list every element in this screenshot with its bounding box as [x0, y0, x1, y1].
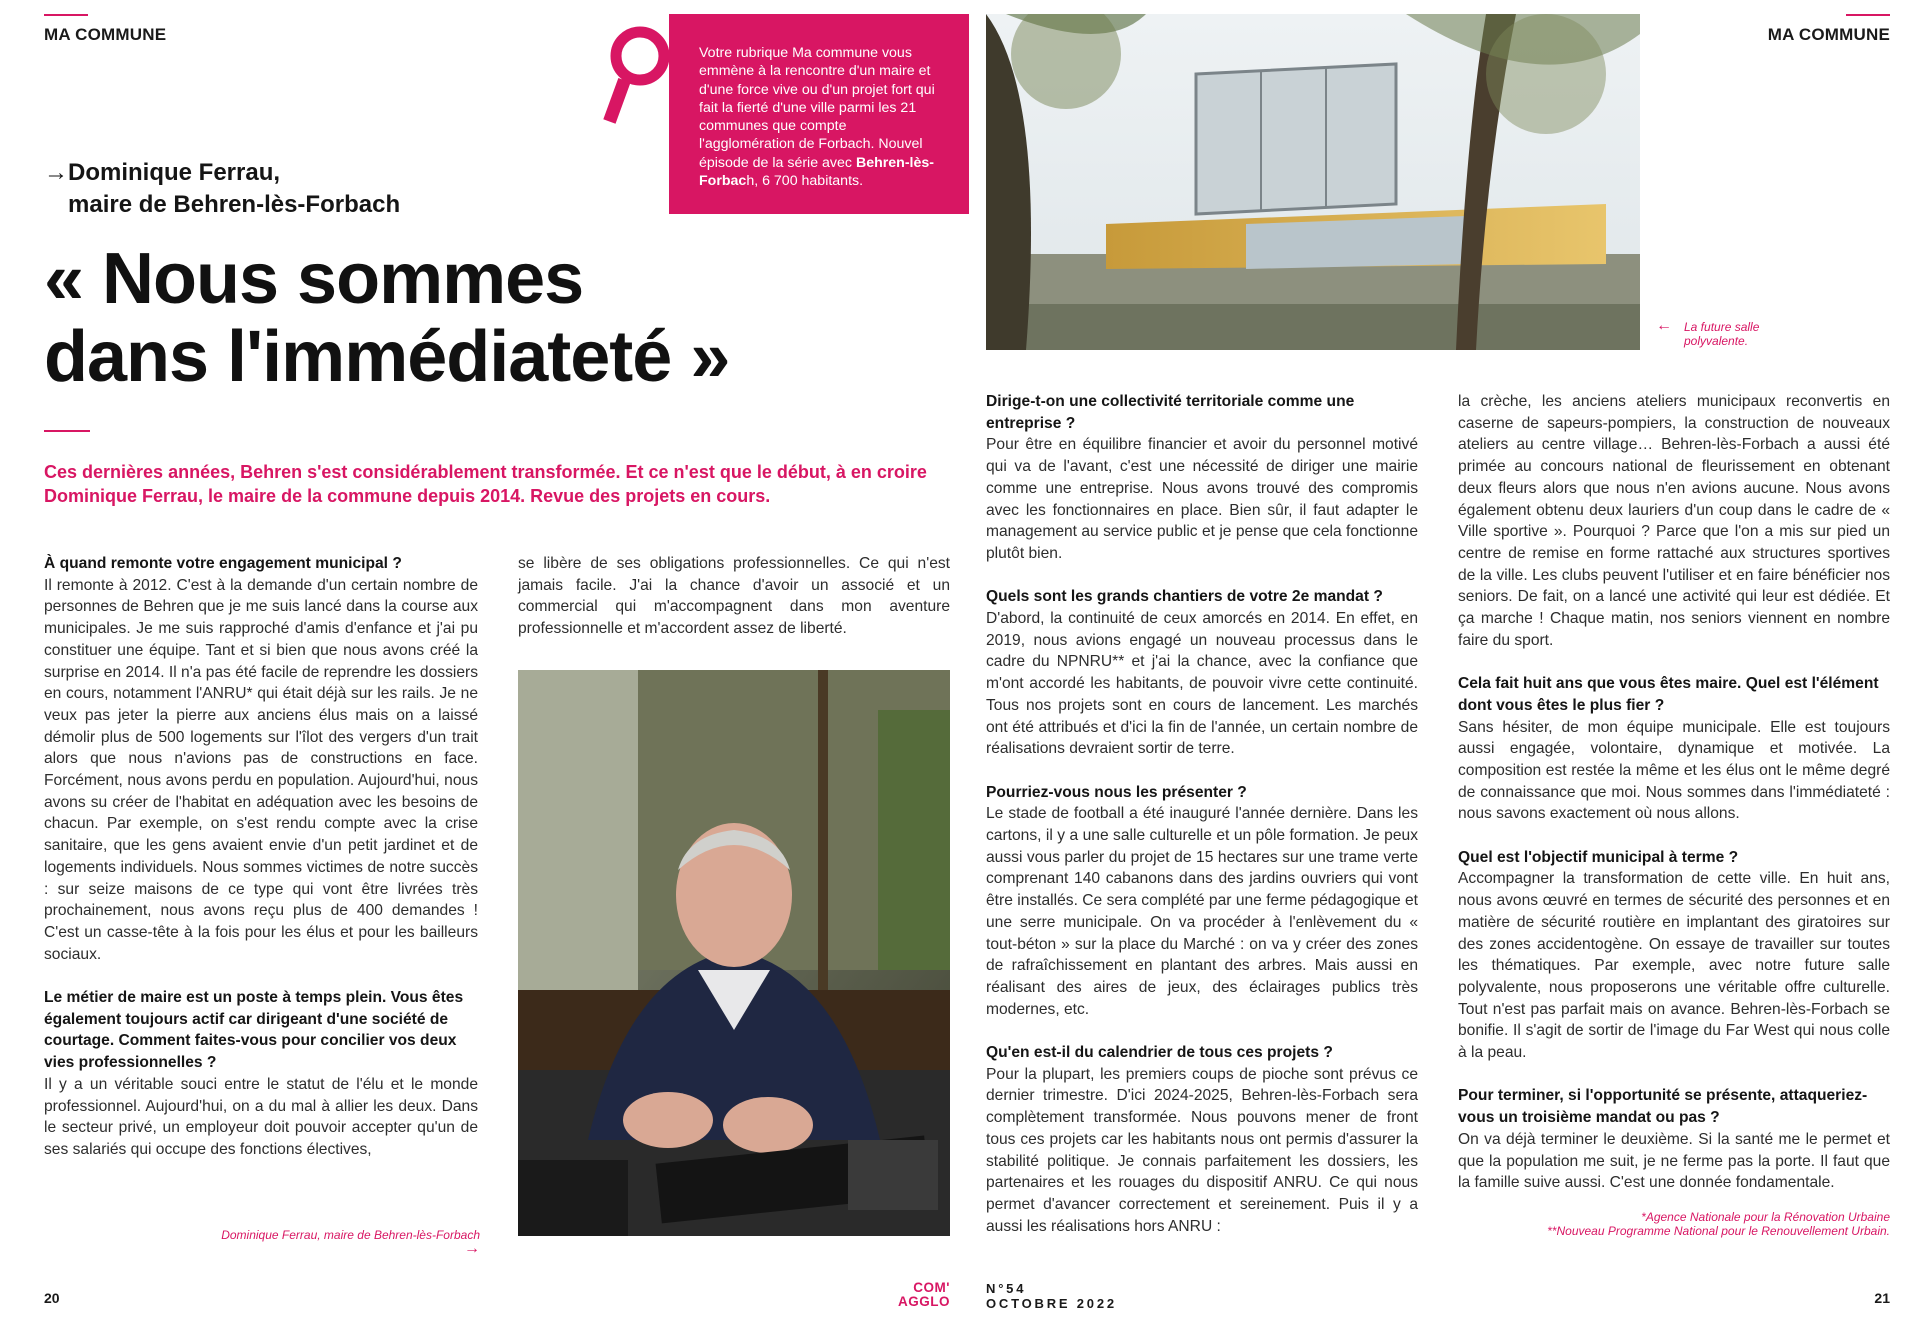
mayor-photo-caption [200, 1228, 480, 1256]
qa-block [986, 586, 1418, 760]
qa-block [1458, 847, 1890, 1064]
rubric-left: MA COMMUNE [44, 25, 167, 44]
column-2 [518, 553, 950, 662]
logo-line-1: COM' [913, 1280, 950, 1295]
answer: D'abord, la continuité de ceux amorcés en 2014. En effet, en 2019, nous avions engagé un nouveau processus dans le cadre du NPNRU** et j'ai la chance, avec la confiance que m'ont accordé les habitants, de pouvoir vivre cette continuité. Tous nos projets sont en cours de lancement. Les marchés ont été attribués et d'ici la fin de l'année, un certain nombre de réalisations devraient sortir de terre. [986, 610, 1418, 758]
answer-continued: se libère de ses obligations professionnelles. Ce qui n'est jamais facile. J'ai la chance d'avoir un associé et un commercial qui m'accompagnent dans mon aventure professionnelle et m'accordent assez de liberté. [518, 555, 950, 638]
headline-line-2: dans l'immédiateté » [44, 317, 730, 397]
building-photo-caption [1656, 317, 1760, 348]
answer: On va déjà terminer le deuxième. Si la santé me le permet et que la population me suit, je ne ferme pas la porte. Il faut que la famille suive aussi. C'est une donnée fondamentale. [1458, 1130, 1890, 1192]
qa-block [44, 553, 478, 965]
answer: Accompagner la transformation de cette ville. En huit ans, nous avons œuvré en termes de sécurité des personnes et en matière de sécurité routière en implantant des giratoires sur des zones accidentogène. On essaye de travailler sur toutes les thématiques. Par exemple, avec notre future salle polyvalente, nous proposerons une véritable offre culturelle. Tout n'est pas parfait mais on avance. Behren-lès-Forbach se bonifie. Il s'agit de sortir de l'image du Far West qui nous colle à la peau. [1458, 870, 1890, 1062]
qa-block [1458, 1085, 1890, 1194]
column-1 [44, 553, 478, 1182]
subtitle-line-1: Dominique Ferrau, [68, 159, 281, 186]
question: À quand remonte votre engagement municipal ? [44, 555, 402, 572]
mayor-photo [518, 670, 950, 1236]
rubric-rule-left [44, 14, 88, 16]
intro-text: Votre rubrique Ma commune vous emmène à la rencontre d'un maire et d'une force vive ou d'un projet fort qui fait la fierté d'une ville parmi les 21 communes que compte l'agglomération de Forbach. Nouvel épisode de la série avec [699, 45, 935, 171]
column-4 [1458, 391, 1890, 1216]
answer: la crèche, les anciens ateliers municipaux reconvertis en caserne de sapeurs-pompiers, la construction de nouveaux ateliers au centre village… Behren-lès-Forbach a aussi été primée au concours national de fleurissement en obtenant deux fleurs alors que nous n'en avions aucune. Nous avons également obtenu deux lauriers d'un coup dans le cadre de « Ville sportive ». Pourquoi ? Parce que l'on a mis sur pied un centre de remise en forme rattaché aux structures sportives de la ville. Les clubs peuvent l'utiliser et en faire bénéficier nos seniors. De fait, on a lancé une activité qui leur est dédiée. Et ça marche ! Chaque matin, nos seniors viennent en nombre faire du sport. [1458, 393, 1890, 649]
intro-town: Behren-lès-Forbac [699, 154, 935, 190]
footnote-npnru: **Nouveau Programme National pour le Renouvellement Urbain. [1547, 1224, 1890, 1238]
question: Dirige-t-on une collectivité territoriale comme une entreprise ? [986, 393, 1355, 432]
intro-box [669, 14, 969, 214]
footnotes [1458, 1210, 1890, 1238]
footnote-anru: *Agence Nationale pour la Rénovation Urbaine [1641, 1210, 1890, 1224]
question: Pour terminer, si l'opportunité se présente, attaqueriez-vous un troisième mandat ou pas ? [1458, 1087, 1868, 1127]
caption-line-2: polyvalente. [1684, 334, 1749, 348]
answer: Il y a un véritable souci entre le statut de l'élu et le monde professionnel. Aujourd'hui, on a du mal à allier les deux. Dans le secteur privé, un employeur doit pouvoir accepter qu'un de ses salariés qui occupe des fonctions électives, [44, 1075, 478, 1158]
arrow-left-icon: ← [1656, 317, 1672, 334]
question: Cela fait huit ans que vous êtes maire. Quel est l'élément dont vous êtes le plus fier ? [1458, 675, 1879, 714]
answer: Le stade de football a été inauguré l'année dernière. Dans les cartons, il y a une salle culturelle et un pôle formation. Je peux aussi vous parler du projet de 15 hectares sur une trame verte comprenant 140 cabanons dans des jardins ouvriers qui vont être installés. Ce sera complété par une ferme pédagogique et une serre municipale. On va procéder à l'enlèvement du « tout-béton » sur la place du Marché : on va y créer des zones de rafraîchissement en plantant des arbres. Mais aussi en réalisant des aires de jeux, des éclairages publics très modernes, etc. [986, 805, 1418, 1018]
qa-block [986, 1042, 1418, 1237]
question: Pourriez-vous nous les présenter ? [986, 783, 1247, 801]
issue-number: N°54 [986, 1281, 1027, 1296]
answer: Pour être en équilibre financier et avoir du personnel motivé qui va de l'avant, c'est une nécessité de diriger une mairie comme une entreprise. Nous avons trouvé des compromis avec les fonctionnaires en place. Bien sûr, il faut adapter le management au service public et je pense que cela fonctionne plutôt bien. [986, 436, 1418, 562]
issue-info [986, 1281, 1117, 1311]
rubric-rule-right [1846, 14, 1890, 16]
page-number-left: 20 [44, 1290, 60, 1306]
answer: Il remonte à 2012. C'est à la demande d'un certain nombre de personnes de Behren que je me suis lancé dans la course aux municipales. Je me suis rapproché d'amis d'enfance et j'ai pu constituer une équipe. Tant et si bien que nous avons créé la surprise en 2014. Il n'a pas été facile de reprendre les dossiers en cours, notamment l'ANRU* qui était déjà sur les rails. Je ne veux pas jeter la pierre aux anciens élus mais on a laissé démolir plus de 500 logements sur l'îlot des vergers d'un trait alors que nous n'avions pas de constructions en face. Forcément, nous avons perdu en population. Aujourd'hui, nous avons su créer de l'habitat en adéquation avec les besoins de chacun. Par exemple, on s'est rendu compte avec la crise sanitaire, que les gens avaient envie d'un petit jardinet et de logements individuels. Nous sommes victimes de notre succès : sur seize maisons de ce type qui vont être livrées très prochainement, nous avons reçu plus de 400 demandes ! C'est un casse-tête à la fois pour les élus et pour les bailleurs sociaux. [44, 576, 478, 963]
issue-date: OCTOBRE 2022 [986, 1296, 1117, 1311]
interview-subtitle [44, 157, 400, 221]
qa-block [1458, 673, 1890, 825]
question: Quel est l'objectif municipal à terme ? [1458, 848, 1739, 866]
headline-rule [44, 430, 90, 432]
building-photo [986, 14, 1640, 350]
intro-text-end: h, 6 700 habitants. [746, 173, 864, 190]
headline [44, 240, 844, 396]
logo-line-2: AGGLO [898, 1294, 950, 1309]
qa-block [986, 782, 1418, 1021]
magnifier-icon [596, 20, 676, 130]
subtitle-line-2: maire de Behren-lès-Forbach [68, 191, 401, 218]
rubric-right: MA COMMUNE [1767, 25, 1890, 44]
page-number-right: 21 [1874, 1290, 1890, 1306]
qa-block [986, 391, 1418, 565]
question: Le métier de maire est un poste à temps plein. Vous êtes également toujours actif car dirigeant d'une société de courtage. Comment faites-vous pour concilier vos deux vies professionnelles ? [44, 989, 464, 1072]
chapo: Ces dernières années, Behren s'est considérablement transformée. Et ce n'est que le début, à en croire Dominique Ferrau, le maire de la commune depuis 2014. Revue des projets en cours. [44, 462, 927, 506]
arrow-right-icon: → [44, 159, 68, 186]
caption-line-1: La future salle [1684, 320, 1760, 334]
caption-text: Dominique Ferrau, maire de Behren-lès-Forbach [221, 1228, 480, 1242]
qa-block [44, 987, 478, 1161]
magazine-logo [880, 1281, 950, 1309]
headline-line-1: « Nous sommes [44, 239, 584, 319]
question: Quels sont les grands chantiers de votre 2e mandat ? [986, 588, 1383, 606]
arrow-right-icon: → [464, 1240, 480, 1257]
column-3 [986, 391, 1418, 1259]
qa-block [1458, 391, 1890, 651]
answer: Sans hésiter, de mon équipe municipale. Elle est toujours aussi engagée, volontaire, dynamique et motivée. La composition est restée la même et les élus ont le même degré de connaissance que moi. Nous sommes dans l'immédiateté : nous savons exactement où nous allons. [1458, 718, 1890, 823]
question: Qu'en est-il du calendrier de tous ces projets ? [986, 1044, 1333, 1062]
answer: Pour la plupart, les premiers coups de pioche sont prévus ce dernier trimestre. D'ici 2024-2025, Behren-lès-Forbach sera complètement transformée. Nous pouvons mener de front tous ces projets car les habitants nous ont permis d'assurer la stabilité politique. Je connais parfaitement les dossiers, les partenaires et les rouages du dispositif ANRU. Ce qui nous permet d'avancer correctement et sereinement. Puis il y a aussi les réalisations hors ANRU : [986, 1065, 1418, 1235]
